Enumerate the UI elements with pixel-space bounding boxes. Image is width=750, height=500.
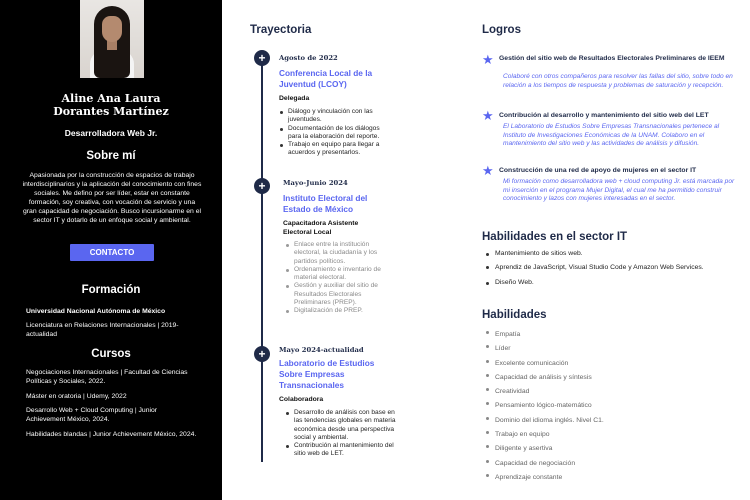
star-icon: ★ bbox=[482, 52, 494, 67]
contact-button[interactable]: CONTACTO bbox=[70, 244, 154, 261]
it-skills-list bbox=[484, 250, 734, 286]
logro-title: Contribución al desarrollo y mantenimiento del sitio web del LET bbox=[499, 112, 709, 119]
about-heading: Sobre mí bbox=[86, 150, 136, 162]
list-item: Digitalización de PREP. bbox=[285, 307, 395, 315]
course-item: Máster en oratoria | Udemy, 2022 bbox=[26, 393, 127, 400]
plus-circle-icon: + bbox=[254, 346, 270, 362]
timeline-duties bbox=[285, 409, 405, 459]
profile-name-line2: Dorantes Martínez bbox=[53, 105, 169, 118]
timeline-position: Capacitadora Asistente Electoral Local bbox=[283, 220, 359, 236]
logro-description: El Laboratorio de Estudios Sobre Empresas Transnacionales pertenece al Instituto de Investigaciones Económicas de la UNAM. Colaboro en el mantenimiento del sitio web y las actividades de análisis y difusión. bbox=[503, 123, 720, 147]
logro-description: Mi formación como desarrolladora web + cloud computing Jr. está marcada por mi inserción en el programa Mujer Digital, el cual me ha permitido construir conocimiento y lazos con mujeres interesadas en el sector. bbox=[503, 178, 735, 202]
education-heading: Formación bbox=[81, 284, 141, 296]
timeline-duties bbox=[285, 241, 395, 316]
logro-title: Gestión del sitio web de Resultados Electorales Preliminares de IEEM bbox=[499, 55, 725, 62]
list-item: Empatía bbox=[484, 328, 734, 342]
education-school: Universidad Nacional Autónoma de México bbox=[26, 308, 166, 315]
list-item: Mantenimiento de sitios web. bbox=[484, 250, 684, 257]
list-item: Diligente y asertiva bbox=[484, 442, 734, 456]
profile-photo bbox=[80, 0, 144, 78]
soft-skills-heading: Habilidades bbox=[482, 309, 547, 321]
education-degree: Licenciatura en Relaciones Internacionales | 2019-actualidad bbox=[26, 322, 179, 338]
it-skills-heading: Habilidades en el sector IT bbox=[482, 231, 628, 243]
list-item: Gestión y auxiliar del sitio de Resultados Electorales Preliminares (PREP). bbox=[285, 282, 395, 307]
list-item: Líder bbox=[484, 342, 734, 356]
star-icon: ★ bbox=[482, 163, 494, 178]
list-item: Ordenamiento e inventario de material electoral. bbox=[285, 266, 395, 283]
timeline-date: Mayo-Junio 2024 bbox=[283, 179, 348, 187]
list-item: Desarrollo de análisis con base en las tendencias globales en materia económica desde una perspectiva social y ambiental. bbox=[285, 409, 405, 442]
timeline-org: Instituto Electoral del Estado de México bbox=[283, 193, 368, 214]
list-item: Contribución al mantenimiento del sitio web de LET. bbox=[285, 442, 405, 459]
plus-circle-icon: + bbox=[254, 50, 270, 66]
list-item: Capacidad de negociación bbox=[484, 457, 734, 471]
logro-title: Construcción de una red de apoyo de mujeres en el sector IT bbox=[499, 167, 697, 174]
list-item: Trabajo en equipo bbox=[484, 428, 734, 442]
list-item: Dominio del idioma inglés. Nivel C1. bbox=[484, 414, 734, 428]
course-item: Habilidades blandas | Junior Achievement México, 2024. bbox=[26, 431, 197, 438]
list-item: Diálogo y vinculación con las juventudes. bbox=[279, 108, 389, 125]
timeline-line bbox=[261, 56, 263, 462]
star-icon: ★ bbox=[482, 108, 494, 123]
list-item: Enlace entre la institución electoral, la ciudadanía y los partidos políticos. bbox=[285, 241, 395, 266]
timeline-date: Agosto de 2022 bbox=[279, 54, 338, 62]
timeline-position: Delegada bbox=[279, 95, 310, 102]
list-item: Creatividad bbox=[484, 385, 734, 399]
list-item: Trabajo en equipo para llegar a acuerdos y presentarlos. bbox=[279, 141, 389, 158]
course-item: Desarrollo Web + Cloud Computing | Junior Achievement México, 2024. bbox=[26, 407, 158, 423]
timeline-org: Conferencia Local de la Juventud (LCOY) bbox=[279, 68, 373, 89]
list-item: Excelente comunicación bbox=[484, 357, 734, 371]
photo-face bbox=[102, 16, 122, 42]
list-item: Capacidad de análisis y síntesis bbox=[484, 371, 734, 385]
profile-role: Desarrolladora Web Jr. bbox=[64, 128, 158, 138]
list-item: Pensamiento lógico-matemático bbox=[484, 399, 734, 413]
trayectoria-heading: Trayectoria bbox=[250, 24, 312, 36]
list-item: Documentación de los diálogos para la elaboración del reporte. bbox=[279, 125, 389, 142]
courses-heading: Cursos bbox=[91, 348, 131, 360]
timeline-position: Colaboradora bbox=[279, 396, 324, 403]
logros-heading: Logros bbox=[482, 24, 521, 36]
list-item: Aprendiz de JavaScript, Visual Studio Code y Amazon Web Services. bbox=[484, 263, 704, 273]
timeline-date: Mayo 2024-actualidad bbox=[279, 346, 364, 354]
list-item: Diseño Web. bbox=[484, 279, 734, 286]
logro-description: Colaboré con otros compañeros para resolver las fallas del sitio, sobre todo en relación a los tiempos de respuesta y problemas de saturación y recepción. bbox=[503, 73, 733, 89]
about-text: Apasionada por la construcción de espacios de trabajo interdisciplinarios y la aplicación del conocimiento con fines sociales. Me defino por ser líder, estar en constante formación, soy creativa, con vocación de servicio y una gran capacidad de negociación. Busco incursionarme en el sector IT y dotarlo de un enfoque social y ambiental. bbox=[22, 172, 202, 224]
course-item: Negociaciones Internacionales | Facultad de Ciencias Políticas y Sociales, 2022. bbox=[26, 369, 188, 385]
profile-name-line1: Aline Ana Laura bbox=[61, 92, 161, 105]
timeline-duties bbox=[279, 108, 389, 158]
timeline-org: Laboratorio de Estudios Sobre Empresas Transnacionales bbox=[279, 358, 375, 390]
profile-name bbox=[0, 92, 222, 118]
sidebar bbox=[0, 0, 222, 500]
plus-circle-icon: + bbox=[254, 178, 270, 194]
list-item: Aprendizaje constante bbox=[484, 471, 734, 485]
soft-skills-list bbox=[484, 328, 734, 485]
